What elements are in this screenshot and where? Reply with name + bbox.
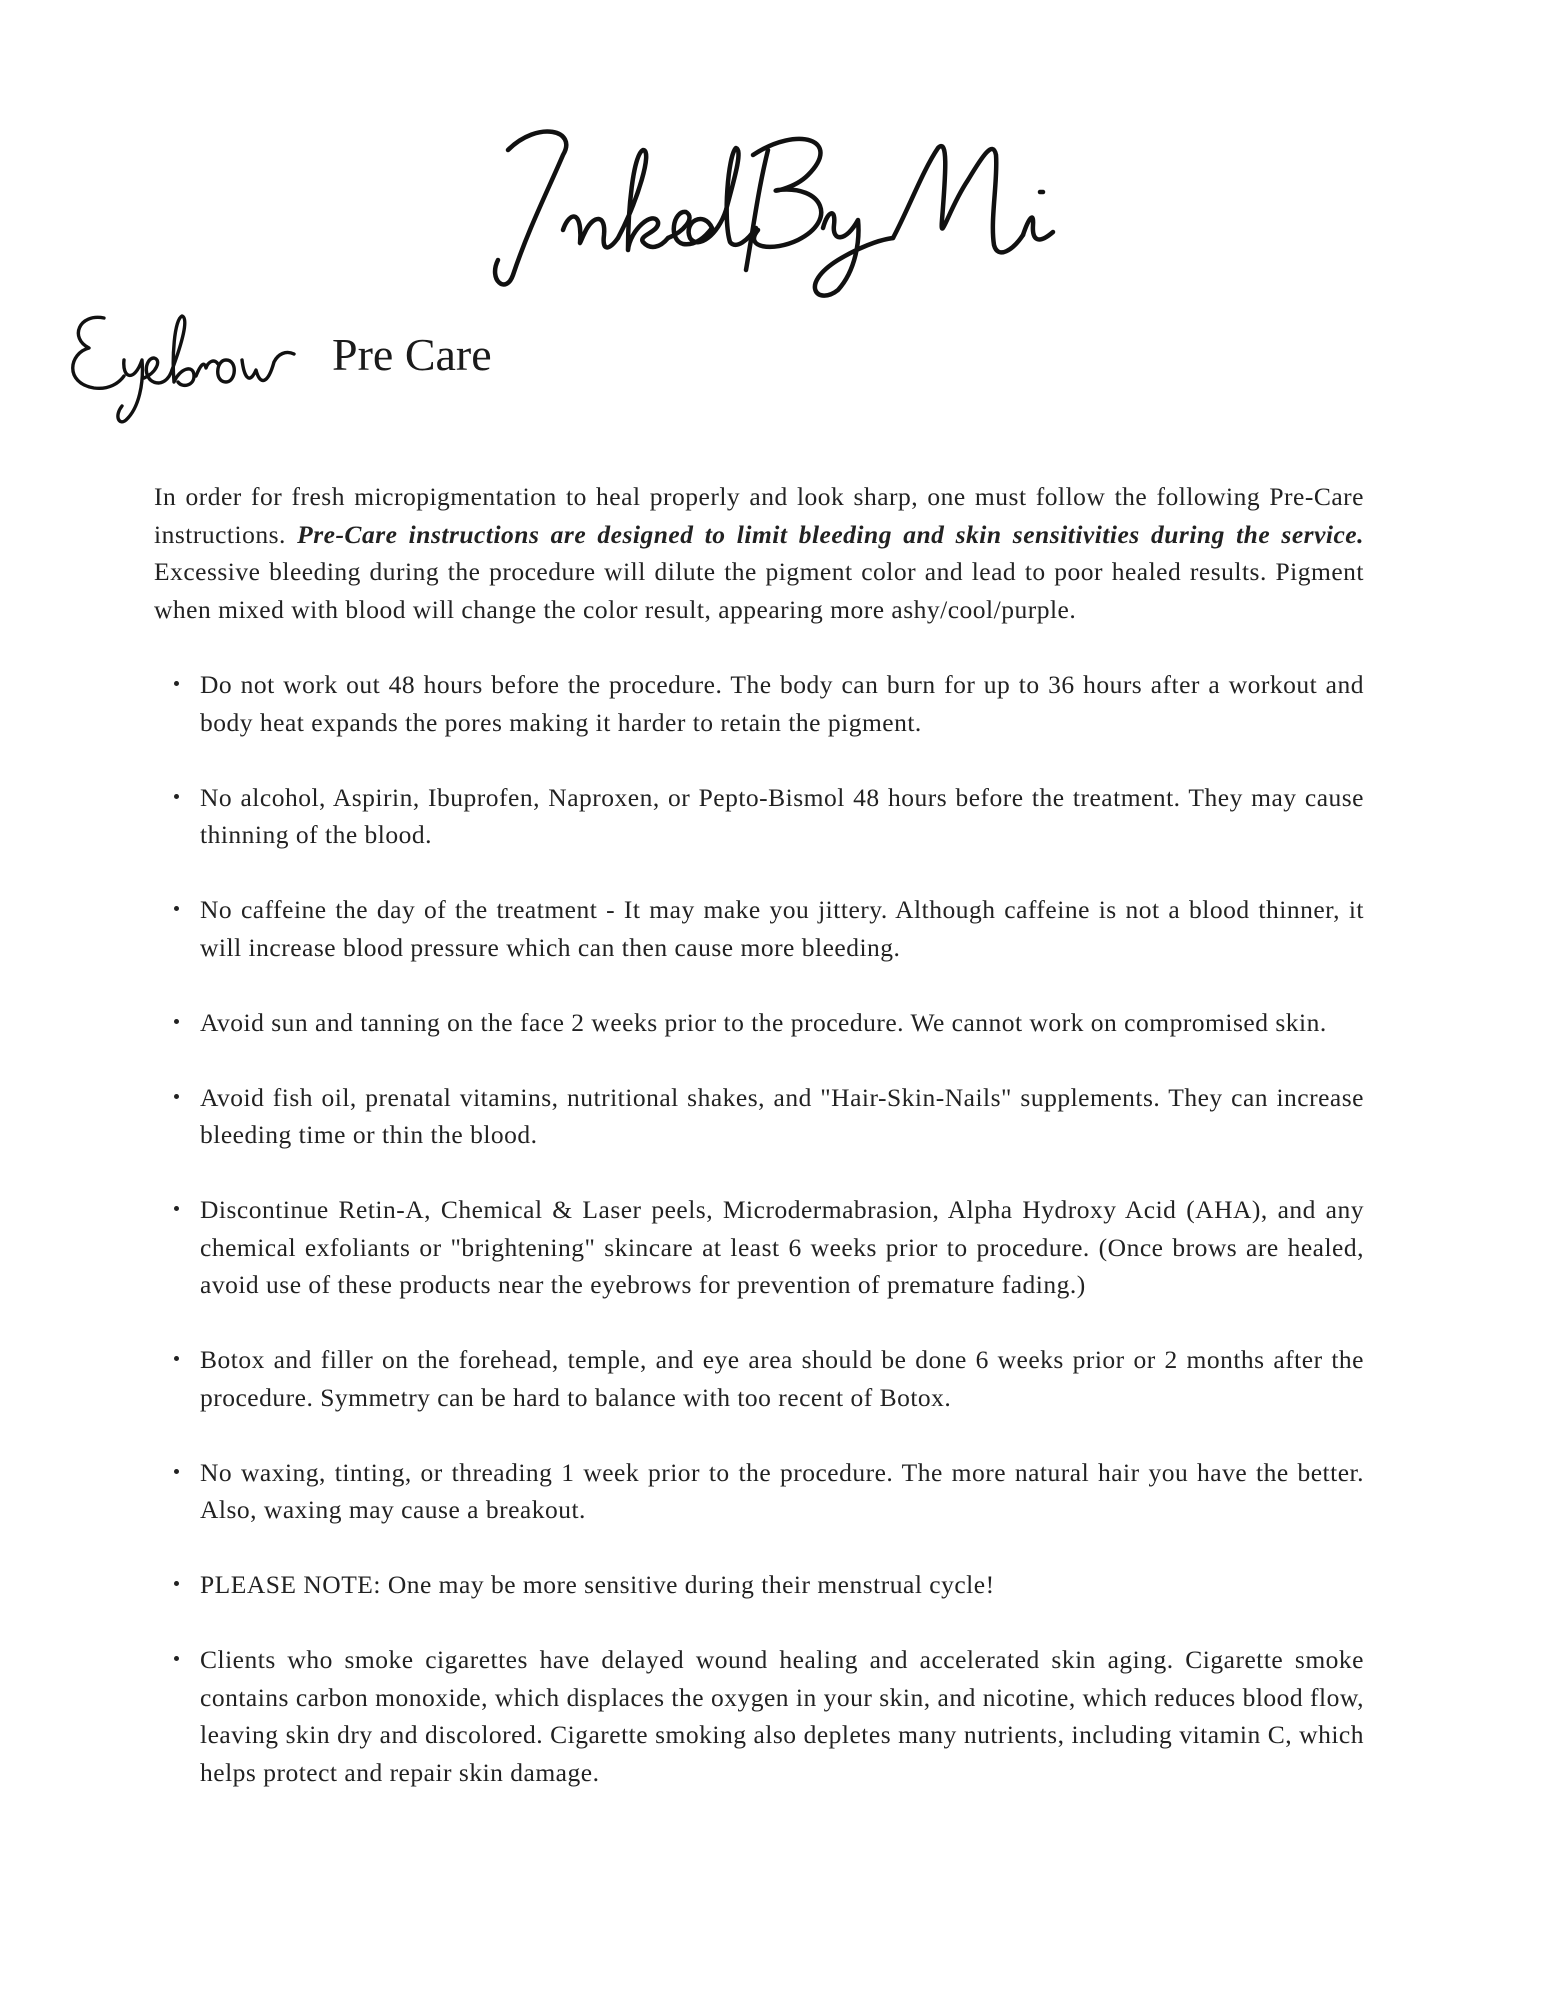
- list-item-text: Discontinue Retin-A, Chemical & Laser peels, Microdermabrasion, Alpha Hydroxy Acid (AHA), and any chemical exfoliants or "brightening" skincare at least 6 weeks prior to procedure. (Once brows are healed, avoid use of these products near the eyebrows for prevention of premature fading.): [200, 1195, 1364, 1299]
- brand-logo-script: [468, 110, 1068, 300]
- title-script-word: [64, 298, 314, 428]
- list-item: [154, 891, 1364, 966]
- bullet-icon: [174, 1469, 179, 1474]
- list-item: [154, 1641, 1364, 1791]
- instruction-list: [154, 666, 1364, 1791]
- list-item-text: Avoid fish oil, prenatal vitamins, nutritional shakes, and "Hair-Skin-Nails" supplements. They can increase bleeding time or thin the blood.: [200, 1082, 1364, 1149]
- list-item: [154, 1566, 1364, 1604]
- bullet-icon: [174, 1656, 179, 1661]
- bullet-icon: [174, 1206, 179, 1211]
- bullet-icon: [174, 794, 179, 799]
- bullet-icon: [174, 906, 179, 911]
- list-item-text: No alcohol, Aspirin, Ibuprofen, Naproxen, or Pepto-Bismol 48 hours before the treatment. They may cause thinning of the blood.: [200, 782, 1364, 849]
- title-script-word-drawing: [64, 298, 314, 428]
- list-item-text: PLEASE NOTE: One may be more sensitive during their menstrual cycle!: [200, 1570, 995, 1599]
- list-item: [154, 779, 1364, 854]
- list-item: [154, 1079, 1364, 1154]
- title-text: Pre Care: [332, 329, 492, 380]
- document-body: [154, 478, 1364, 1829]
- list-item: [154, 1191, 1364, 1304]
- list-item: [154, 1454, 1364, 1529]
- list-item: [154, 666, 1364, 741]
- intro-text-part2: Excessive bleeding during the procedure will dilute the pigment color and lead to poor healed results. Pigment when mixed with blood will change the color result, appearing more ashy/cool/purple.: [154, 557, 1364, 624]
- bullet-icon: [174, 1356, 179, 1361]
- page-title: [64, 298, 764, 438]
- bullet-icon: [174, 1581, 179, 1586]
- intro-paragraph: [154, 478, 1364, 628]
- list-item-text: No waxing, tinting, or threading 1 week prior to the procedure. The more natural hair you have the better. Also, waxing may cause a breakout.: [200, 1457, 1364, 1524]
- list-item: [154, 1341, 1364, 1416]
- list-item: [154, 1004, 1364, 1042]
- brand-logo: [468, 110, 1068, 300]
- list-item-text: Do not work out 48 hours before the procedure. The body can burn for up to 36 hours after a workout and body heat expands the pores making it harder to retain the pigment.: [200, 670, 1364, 737]
- bullet-icon: [174, 681, 179, 686]
- list-item-text: Botox and filler on the forehead, temple, and eye area should be done 6 weeks prior or 2 months after the procedure. Symmetry can be hard to balance with too recent of Botox.: [200, 1345, 1364, 1412]
- intro-text-part1: In order for fresh micropigmentation to heal properly and look sharp, one must follow the following Pre-Care instructions.: [154, 482, 1364, 549]
- list-item-text: Avoid sun and tanning on the face 2 weeks prior to the procedure. We cannot work on compromised skin.: [200, 1007, 1327, 1037]
- bullet-icon: [174, 1094, 179, 1099]
- bullet-icon: [174, 1019, 179, 1024]
- intro-emphasis: Pre-Care instructions are designed to limit bleeding and skin sensitivities during the service.: [297, 519, 1365, 549]
- list-item-text: No caffeine the day of the treatment - It may make you jittery. Although caffeine is not a blood thinner, it will increase blood pressure which can then cause more bleeding.: [200, 895, 1364, 962]
- list-item-text: Clients who smoke cigarettes have delayed wound healing and accelerated skin aging. Cigarette smoke contains carbon monoxide, which displaces the oxygen in your skin, and nicotine, which reduces blood flow, leaving skin dry and discolored. Cigarette smoking also depletes many nutrients, including vitamin C, which helps protect and repair skin damage.: [200, 1645, 1364, 1787]
